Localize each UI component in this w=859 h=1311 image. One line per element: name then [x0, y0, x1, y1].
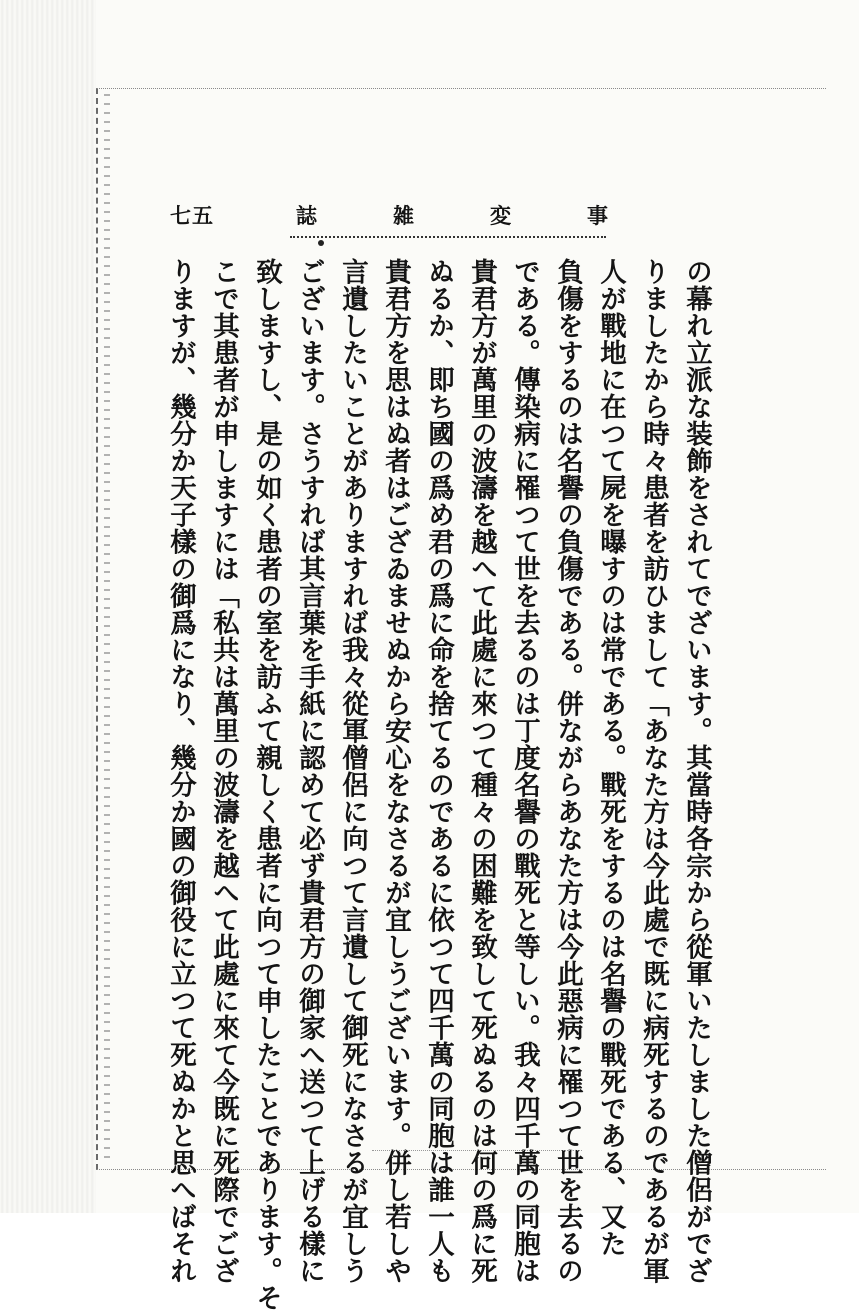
page-number: 七五 [170, 203, 214, 228]
binding-shadow [0, 0, 96, 1213]
title-char-3: 雑 [393, 203, 416, 228]
body-line: 負傷をするのは名譽の負傷である。併ながらあなた方は今此惡病に罹つて世を去るの [552, 258, 583, 1284]
title-char-4: 誌 [296, 203, 319, 228]
body-line: の幕れ立派な装飾をされてでざいます。其當時各宗から從軍いたしました僧侶がでざ [681, 258, 712, 1284]
footer-rule [372, 1150, 582, 1151]
running-title [296, 200, 610, 230]
body-line: である。傳染病に罹つて世を去るのは丁度名譽の戰死と等しい。我々四千萬の同胞は [509, 258, 540, 1284]
body-line: りましたから時々患者を訪ひまして「あなた方は今此處で既に病死するのであるが軍 [638, 258, 669, 1284]
header-rule [290, 236, 606, 238]
title-char-1: 事 [587, 203, 610, 228]
title-char-2: 変 [490, 203, 513, 228]
body-line: こで其患者が申しますには「私共は萬里の波濤を越へて此處に來て今既に死際でござ [208, 258, 239, 1284]
body-line: りますが、幾分か天子樣の御爲になり、幾分か國の御役に立つて死ぬかと思へばそれ [165, 258, 196, 1284]
header-bullet [318, 240, 324, 246]
body-line: 貴君方を思はぬ者はござゐませぬから安心をなさるが宜しうございます。併し若しや [380, 258, 411, 1284]
body-line: 言遺したいことがありますれば我々從軍僧侶に向つて言遺して御死になさるが宜しう [337, 258, 368, 1284]
body-line: ございます。さうすれば其言葉を手紙に認めて必ず貴君方の御家へ送つて上げる樣に [294, 258, 325, 1284]
body-line: 致しますし、是の如く患者の室を訪ふて親しく患者に向つて申したことであります。そ [251, 258, 282, 1311]
page-edge-marks [104, 94, 110, 1164]
body-line: 人が戰地に在つて屍を曝すのは常である。戰死をするのは名譽の戰死である、又た [595, 258, 626, 1257]
running-header [170, 200, 610, 230]
body-text [165, 258, 718, 1311]
body-line: ぬるか、即ち國の爲め君の爲に命を捨てるのであるに依つて四千萬の同胞は誰一人も [423, 258, 454, 1284]
body-line: 貴君方が萬里の波濤を越へて此處に來つて種々の困難を致して死ぬるのは何の爲に死 [466, 258, 497, 1284]
